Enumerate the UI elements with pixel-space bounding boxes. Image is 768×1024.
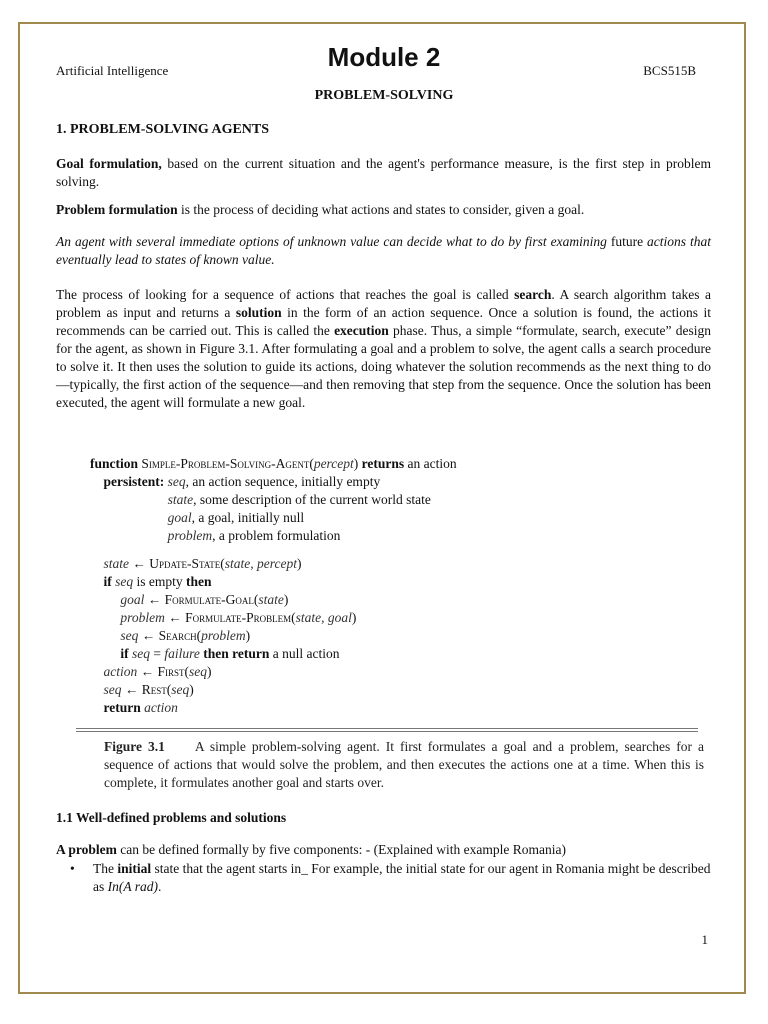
header-course-code: BCS515B xyxy=(643,63,696,78)
algo-lhs: seq xyxy=(120,628,139,643)
figure-label: Figure 3.1 xyxy=(104,739,165,754)
algo-kw-return: return xyxy=(103,700,145,715)
algo-fn: Formulate-Problem( xyxy=(185,610,296,625)
algo-line-1 xyxy=(90,455,457,473)
goal-formulation-paragraph xyxy=(56,155,711,191)
execution-term: execution xyxy=(334,323,389,338)
components-text: can be defined formally by five components: - (Explained with example Romania) xyxy=(116,842,566,857)
algo-null-action: a null action xyxy=(269,646,340,661)
algo-close: ) xyxy=(297,556,302,571)
algo-paren: ) xyxy=(353,456,362,471)
algo-arrow: ← xyxy=(138,628,159,643)
figure-rule-top xyxy=(76,728,698,729)
algo-close: ) xyxy=(351,610,357,625)
algo-gap xyxy=(90,545,457,555)
algo-kw-then: then xyxy=(186,574,212,589)
algo-args: state, percept xyxy=(224,556,298,571)
problem-term: Problem formulation xyxy=(56,202,178,217)
algo-kw-persistent: persistent: xyxy=(103,474,168,489)
bullet-text: state that the agent starts in_ For example, the initial state for our agent in Romania might be described as xyxy=(93,861,711,894)
algo-arrow: ← xyxy=(137,664,158,679)
figure-rule-bottom xyxy=(76,731,698,732)
algo-lhs: goal xyxy=(120,592,145,607)
algo-var-state: state xyxy=(167,492,194,507)
algo-fn: Formulate-Goal( xyxy=(164,592,259,607)
algo-problem-desc: , a problem formulation xyxy=(212,528,341,543)
algo-line-7 xyxy=(90,573,457,591)
search-text-1: The process of looking for a sequence of actions that reaches the goal is called xyxy=(56,287,515,302)
agent-options-paragraph xyxy=(56,233,711,269)
search-paragraph xyxy=(56,286,711,412)
algo-line-3 xyxy=(90,491,457,509)
algo-fn: First( xyxy=(157,664,190,679)
algo-line-2 xyxy=(90,473,457,491)
subsection-heading: 1.1 Well-defined problems and solutions xyxy=(56,810,287,825)
algo-args: state, goal xyxy=(295,610,352,625)
algo-args: problem xyxy=(201,628,246,643)
goal-text: based on the current situation and the agent's performance measure, is the first step in problem solving. xyxy=(56,156,711,189)
search-text-3: in the form of an action sequence. Once a solution is found, the actions it recommends can be carried out. This is called the xyxy=(56,305,711,338)
algo-line-10 xyxy=(90,627,457,645)
algo-var: seq xyxy=(115,574,134,589)
algo-arrow: ← xyxy=(129,556,150,571)
algo-close: ) xyxy=(245,628,251,643)
algo-lhs: action xyxy=(103,664,138,679)
algo-kw-returns: returns xyxy=(361,456,405,471)
figure-caption xyxy=(104,738,704,792)
algo-arrow: ← xyxy=(121,682,142,697)
algo-return-type: an action xyxy=(404,456,457,471)
search-text-2: . A search algorithm takes a problem as input and returns a xyxy=(56,287,711,320)
algo-goal-desc: , a goal, initially null xyxy=(191,510,305,525)
algo-lhs: seq xyxy=(103,682,122,697)
algo-line-4 xyxy=(90,509,457,527)
header-subject: Artificial Intelligence xyxy=(56,63,169,78)
algo-eq: = xyxy=(150,646,165,661)
goal-term: Goal formulation, xyxy=(56,156,162,171)
algo-args: seq xyxy=(189,664,208,679)
algo-var-goal: goal xyxy=(167,510,192,525)
agent-italic: An agent with several immediate options of unknown value can decide what to do by first examining xyxy=(56,234,611,249)
problem-text: is the process of deciding what actions and states to consider, given a goal. xyxy=(177,202,585,217)
algo-kw-if: if xyxy=(103,574,116,589)
algo-arrow: ← xyxy=(144,592,165,607)
bullet-pre: The xyxy=(93,861,118,876)
algorithm-block xyxy=(90,455,457,717)
algo-line-6 xyxy=(90,555,457,573)
algo-kw-if: if xyxy=(120,646,132,661)
algo-lhs: problem xyxy=(120,610,165,625)
section-heading-problem-solving-agents: 1. PROBLEM-SOLVING AGENTS xyxy=(56,122,270,137)
components-paragraph xyxy=(56,842,566,858)
algo-line-8 xyxy=(90,591,457,609)
solution-term: solution xyxy=(235,305,282,320)
figure-caption-text: A simple problem-solving agent. It first formulates a goal and a problem, searches for a sequence of actions that would solve the problem, and then executes the actions one at a time. When this is complete, it formulates another goal and starts over. xyxy=(104,739,704,790)
problem-formulation-paragraph xyxy=(56,201,711,219)
algo-var-action: action xyxy=(144,700,178,715)
algo-line-13 xyxy=(90,681,457,699)
algo-var-problem: problem xyxy=(167,528,213,543)
page-title: Module 2 xyxy=(327,42,441,72)
algo-line-5 xyxy=(90,527,457,545)
module-subtitle: PROBLEM-SOLVING xyxy=(314,88,454,103)
algo-lhs: state xyxy=(103,556,129,571)
agent-normal: future xyxy=(610,234,644,249)
algo-arrow: ← xyxy=(164,610,186,625)
algo-args: seq xyxy=(171,682,190,697)
algo-line-11 xyxy=(90,645,457,663)
algo-fn: Update-State( xyxy=(149,556,225,571)
problem-term-2: A problem xyxy=(56,842,117,857)
initial-term: initial xyxy=(117,861,152,876)
algo-args: state xyxy=(258,592,284,607)
algo-state-desc: , some description of the current world state xyxy=(193,492,431,507)
algo-close: ) xyxy=(283,592,289,607)
bullet-example: In(A rad) xyxy=(107,879,158,894)
algo-kw-then-return: then return xyxy=(199,646,270,661)
algo-close: ) xyxy=(207,664,212,679)
search-text-4: phase. Thus, a simple “formulate, search, execute” design for the agent, as shown in Figure 3.1. After formulating a goal and a problem to solve, the agent calls a search procedure to solve it. It then uses the solution to guide its actions, doing whatever the solution recommends as the next thing to do—typically, the first action of the sequence—and then removing that step from the sequence. Once the solution has been executed, the agent will formulate a new goal. xyxy=(56,323,711,410)
algo-close: ) xyxy=(189,682,194,697)
algo-arg-percept: percept xyxy=(313,456,354,471)
algo-mid: is empty xyxy=(133,574,186,589)
bullet-end: . xyxy=(158,879,162,894)
algo-fn: Rest( xyxy=(141,682,172,697)
algo-seq-desc: , an action sequence, initially empty xyxy=(185,474,381,489)
agent-italic-2: actions that eventually lead to states of known value. xyxy=(56,234,711,267)
search-term: search xyxy=(514,287,552,302)
bullet-initial-state xyxy=(93,860,713,896)
algo-line-9 xyxy=(90,609,457,627)
algo-line-12 xyxy=(90,663,457,681)
algo-fn: Search( xyxy=(158,628,202,643)
bullet-icon: • xyxy=(70,861,75,876)
algo-failure: failure xyxy=(164,646,200,661)
algo-kw-function: function xyxy=(90,456,142,471)
algo-func-name: Simple-Problem-Solving-Agent( xyxy=(141,456,314,471)
page-number: 1 xyxy=(701,932,708,947)
algo-line-14 xyxy=(90,699,457,717)
algo-var-seq: seq xyxy=(167,474,186,489)
algo-var: seq xyxy=(132,646,150,661)
